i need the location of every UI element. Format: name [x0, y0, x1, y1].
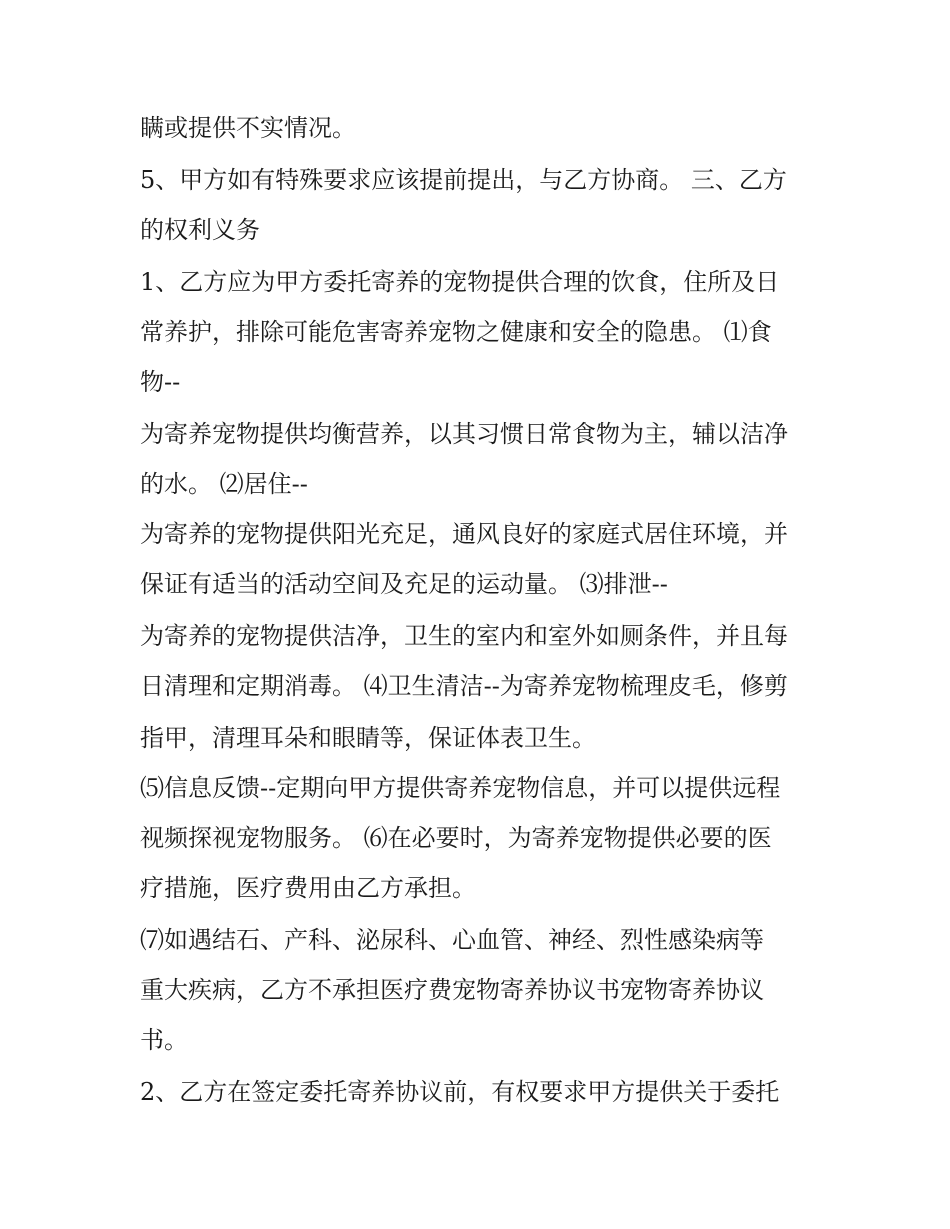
text-line: 的权利义务 — [140, 216, 260, 244]
text-line: 书。 — [140, 1026, 188, 1054]
text-line: 为寄养宠物提供均衡营养，以其习惯日常食物为主，辅以洁净 — [140, 420, 788, 448]
text-line: 视频探视宠物服务。 ⑹在必要时，为寄养宠物提供必要的医 — [140, 824, 772, 852]
text-line: ⑺如遇结石、产科、泌尿科、心血管、神经、烈性感染病等 — [140, 926, 764, 954]
text-line: 疗措施，医疗费用由乙方承担。 — [140, 874, 476, 902]
text-line: 瞒或提供不实情况。 — [140, 114, 356, 142]
text-line: ⑸信息反馈--定期向甲方提供寄养宠物信息，并可以提供远程 — [140, 774, 781, 802]
text-line: 常养护，排除可能危害寄养宠物之健康和安全的隐患。 ⑴食 — [140, 318, 772, 346]
text-line: 为寄养的宠物提供洁净，卫生的室内和室外如厕条件，并且每 — [140, 622, 788, 650]
text-line: 日清理和定期消毒。 ⑷卫生清洁--为寄养宠物梳理皮毛，修剪 — [140, 672, 788, 700]
text-line: 5、甲方如有特殊要求应该提前提出，与乙方协商。 三、乙方 — [140, 166, 787, 194]
text-line: 保证有适当的活动空间及充足的运动量。 ⑶排泄-- — [140, 570, 668, 598]
text-line: 为寄养的宠物提供阳光充足，通风良好的家庭式居住环境，并 — [140, 520, 788, 548]
text-line: 2、乙方在签定委托寄养协议前，有权要求甲方提供关于委托 — [140, 1078, 780, 1106]
text-line: 物-- — [140, 368, 181, 396]
text-line: 的水。 ⑵居住-- — [140, 470, 308, 498]
text-line: 重大疾病，乙方不承担医疗费宠物寄养协议书宠物寄养协议 — [140, 976, 764, 1004]
text-line: 1、乙方应为甲方委托寄养的宠物提供合理的饮食，住所及日 — [140, 268, 780, 296]
text-line: 指甲，清理耳朵和眼睛等，保证体表卫生。 — [140, 724, 596, 752]
